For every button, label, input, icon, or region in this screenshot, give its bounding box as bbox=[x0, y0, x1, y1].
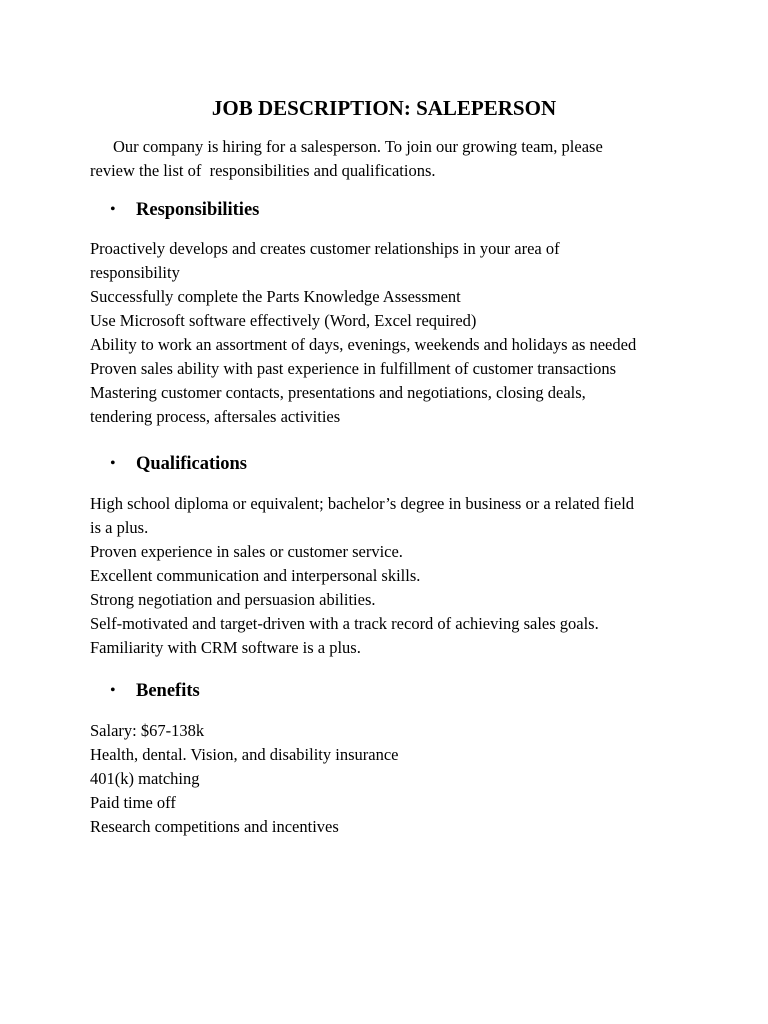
list-item: Familiarity with CRM software is a plus. bbox=[90, 638, 361, 657]
benefits-heading bbox=[110, 679, 200, 703]
list-item: Research competitions and incentives bbox=[90, 817, 339, 836]
list-item: Paid time off bbox=[90, 793, 176, 812]
list-item: 401(k) matching bbox=[90, 769, 200, 788]
bullet-icon: • bbox=[110, 455, 116, 472]
list-item: Self-motivated and target-driven with a track record of achieving sales goals. bbox=[90, 614, 599, 633]
intro-line: Our company is hiring for a salesperson. To join our growing team, please bbox=[113, 137, 603, 156]
list-item: tendering process, aftersales activities bbox=[90, 407, 341, 426]
list-item: Strong negotiation and persuasion abilities. bbox=[90, 590, 376, 609]
list-item: is a plus. bbox=[90, 518, 149, 537]
responsibilities-list bbox=[90, 237, 690, 429]
list-item: Use Microsoft software effectively (Word, Excel required) bbox=[90, 311, 477, 330]
list-item: Health, dental. Vision, and disability insurance bbox=[90, 745, 399, 764]
list-item: Proactively develops and creates customer relationships in your area of bbox=[90, 239, 560, 258]
section-heading-label: Benefits bbox=[136, 681, 200, 701]
list-item: Ability to work an assortment of days, evenings, weekends and holidays as needed bbox=[90, 335, 637, 354]
list-item: High school diploma or equivalent; bachelor’s degree in business or a related field bbox=[90, 494, 635, 513]
list-item: Successfully complete the Parts Knowledge Assessment bbox=[90, 287, 461, 306]
page-title: JOB DESCRIPTION: SALEPERSON bbox=[211, 96, 557, 120]
section-heading-label: Qualifications bbox=[136, 454, 248, 474]
intro-paragraph bbox=[90, 135, 690, 183]
list-item: responsibility bbox=[90, 263, 180, 282]
qualifications-heading bbox=[110, 452, 247, 476]
list-item: Mastering customer contacts, presentations and negotiations, closing deals, bbox=[90, 383, 586, 402]
list-item: Excellent communication and interpersonal skills. bbox=[90, 566, 421, 585]
qualifications-list bbox=[90, 492, 690, 660]
bullet-icon: • bbox=[110, 682, 116, 699]
intro-line: review the list of responsibilities and qualifications. bbox=[90, 161, 436, 180]
benefits-list bbox=[90, 719, 690, 839]
list-item: Salary: $67-138k bbox=[90, 721, 205, 740]
list-item: Proven experience in sales or customer service. bbox=[90, 542, 403, 561]
bullet-icon: • bbox=[110, 201, 116, 218]
section-heading-label: Responsibilities bbox=[136, 200, 260, 220]
responsibilities-heading bbox=[110, 198, 259, 222]
list-item: Proven sales ability with past experience in fulfillment of customer transactions bbox=[90, 359, 617, 378]
